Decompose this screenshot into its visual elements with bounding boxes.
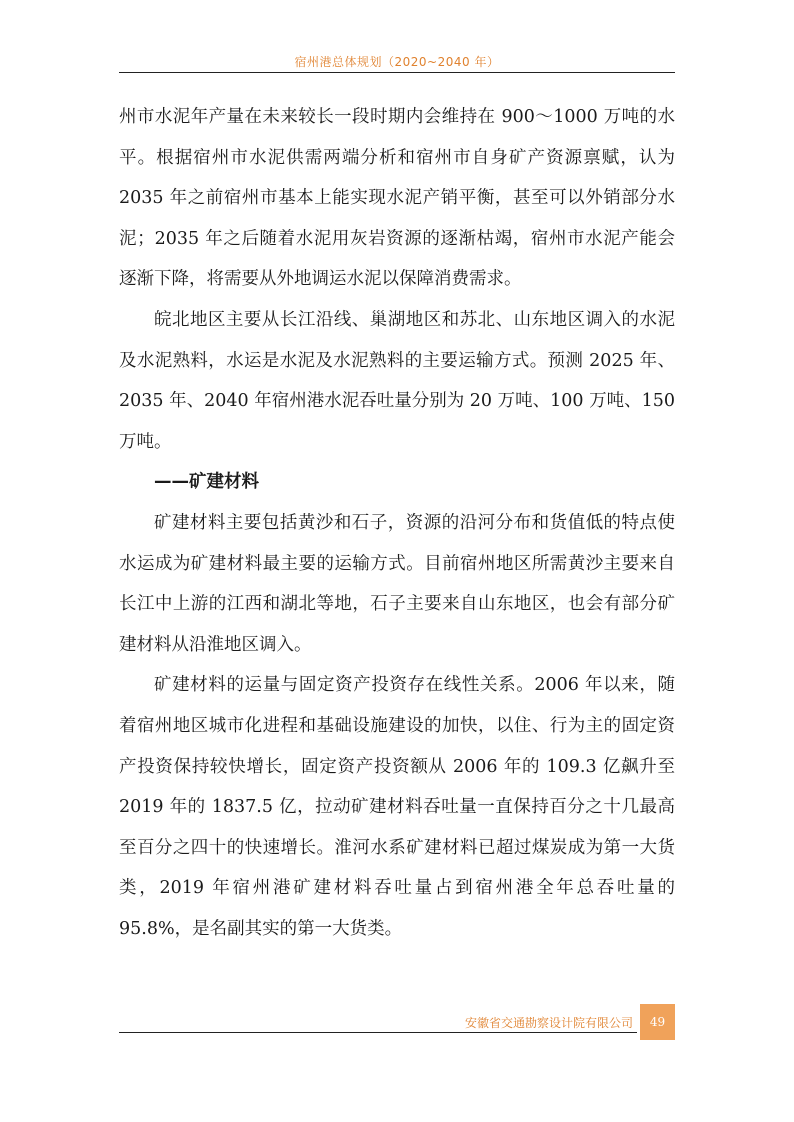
footer-company-name: 安徽省交通勘察设计院有限公司 <box>464 1016 633 1030</box>
section-heading-building-materials: ——矿建材料 <box>154 472 259 493</box>
document-body <box>119 97 675 949</box>
page-number: 49 <box>640 1004 675 1040</box>
paragraph-building-materials-sources: 矿建材料主要包括黄沙和石子，资源的沿河分布和货值低的特点使水运成为矿建材料最主要的运输方式。目前宿州地区所需黄沙主要来自长江中上游的江西和湖北等地，石子主要来自山东地区，也会有部分矿建材料从沿淮地区调入。 <box>119 512 675 655</box>
paragraph-cement-continued: 州市水泥年产量在未来较长一段时期内会维持在 900～1000 万吨的水平。根据宿州市水泥供需两端分析和宿州市自身矿产资源禀赋，认为 2035 年之前宿州市基本上能实现水泥产销平衡，甚至可以外销部分水泥；2035 年之后随着水泥用灰岩资源的逐渐枯竭，宿州市水泥产能会逐渐下降，将需要从外地调运水泥以保障消费需求。 <box>119 107 675 290</box>
paragraph-building-materials-investment: 矿建材料的运量与固定资产投资存在线性关系。2006 年以来，随着宿州地区城市化进程和基础设施建设的加快，以住、行为主的固定资产投资保持较快增长，固定资产投资额从 2006 年的 109.3 亿飙升至 2019 年的 1837.5 亿，拉动矿建材料吞吐量一直保持百分之十几最高至百分之四十的快速增长。淮河水系矿建材料已超过煤炭成为第一大货类，2019 年宿州港矿建材料吞吐量占到宿州港全年总吞吐量的 95.8%，是名副其实的第一大货类。 <box>119 675 675 939</box>
footer-divider <box>119 1032 637 1033</box>
running-header-title: 宿州港总体规划（2020~2040 年） <box>294 55 500 69</box>
header-divider <box>119 72 675 73</box>
paragraph-cement-forecast: 皖北地区主要从长江沿线、巢湖地区和苏北、山东地区调入的水泥及水泥熟料，水运是水泥及水泥熟料的主要运输方式。预测 2025 年、2035 年、2040 年宿州港水泥吞吐量分别为 20 万吨、100 万吨、150 万吨。 <box>119 309 675 452</box>
